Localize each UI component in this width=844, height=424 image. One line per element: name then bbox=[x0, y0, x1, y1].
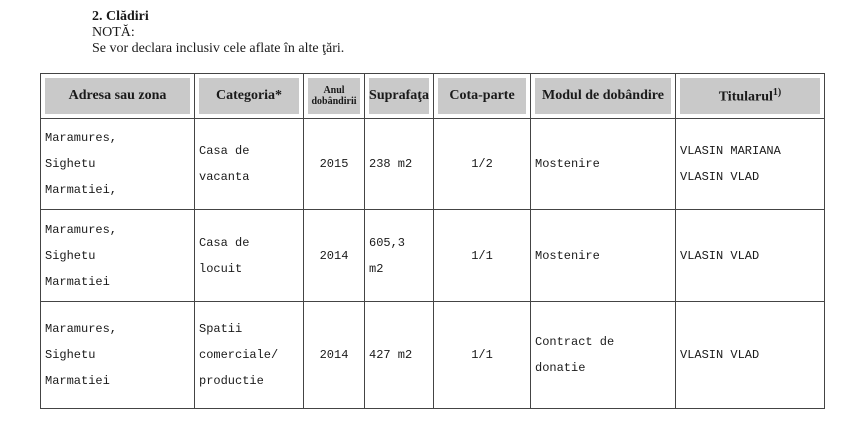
note-label: NOTĂ: bbox=[92, 25, 135, 40]
cell-share: 1/1 bbox=[434, 210, 531, 302]
cell-area: 605,3 m2 bbox=[365, 210, 434, 302]
cell-owner: VLASIN MARIANA VLASIN VLAD bbox=[676, 119, 825, 210]
cell-year: 2014 bbox=[304, 210, 365, 302]
header-mode: Modul de dobândire bbox=[531, 74, 676, 119]
cell-mode: Mostenire bbox=[531, 210, 676, 302]
note-text: Se vor declara inclusiv cele aflate în alte ţări. bbox=[92, 41, 345, 56]
header-address: Adresa sau zona bbox=[41, 74, 195, 119]
cell-address: Maramures, Sighetu Marmatiei, bbox=[41, 119, 195, 210]
cell-year: 2015 bbox=[304, 119, 365, 210]
cell-year: 2014 bbox=[304, 302, 365, 409]
header-share: Cota-parte bbox=[434, 74, 531, 119]
cell-category: Spatii comerciale/ productie bbox=[195, 302, 304, 409]
table-header-row bbox=[41, 74, 825, 119]
header-category: Categoria* bbox=[195, 74, 304, 119]
buildings-table bbox=[40, 73, 825, 409]
cell-address: Maramures, Sighetu Marmatiei bbox=[41, 210, 195, 302]
table-row bbox=[41, 302, 825, 409]
header-area: Suprafaţa bbox=[365, 74, 434, 119]
cell-category: Casa de locuit bbox=[195, 210, 304, 302]
cell-share: 1/1 bbox=[434, 302, 531, 409]
cell-area: 427 m2 bbox=[365, 302, 434, 409]
header-year: Anul dobândirii bbox=[304, 74, 365, 119]
cell-address: Maramures, Sighetu Marmatiei bbox=[41, 302, 195, 409]
header-owner: Titularul$^{1)}$ bbox=[676, 74, 825, 119]
cell-owner: VLASIN VLAD bbox=[676, 302, 825, 409]
section-title: 2. Clădiri bbox=[92, 9, 149, 24]
cell-mode: Mostenire bbox=[531, 119, 676, 210]
table-row bbox=[41, 119, 825, 210]
cell-area: 238 m2 bbox=[365, 119, 434, 210]
cell-category: Casa de vacanta bbox=[195, 119, 304, 210]
cell-mode: Contract de donatie bbox=[531, 302, 676, 409]
cell-owner: VLASIN VLAD bbox=[676, 210, 825, 302]
table-row bbox=[41, 210, 825, 302]
cell-share: 1/2 bbox=[434, 119, 531, 210]
section-heading bbox=[92, 9, 344, 57]
